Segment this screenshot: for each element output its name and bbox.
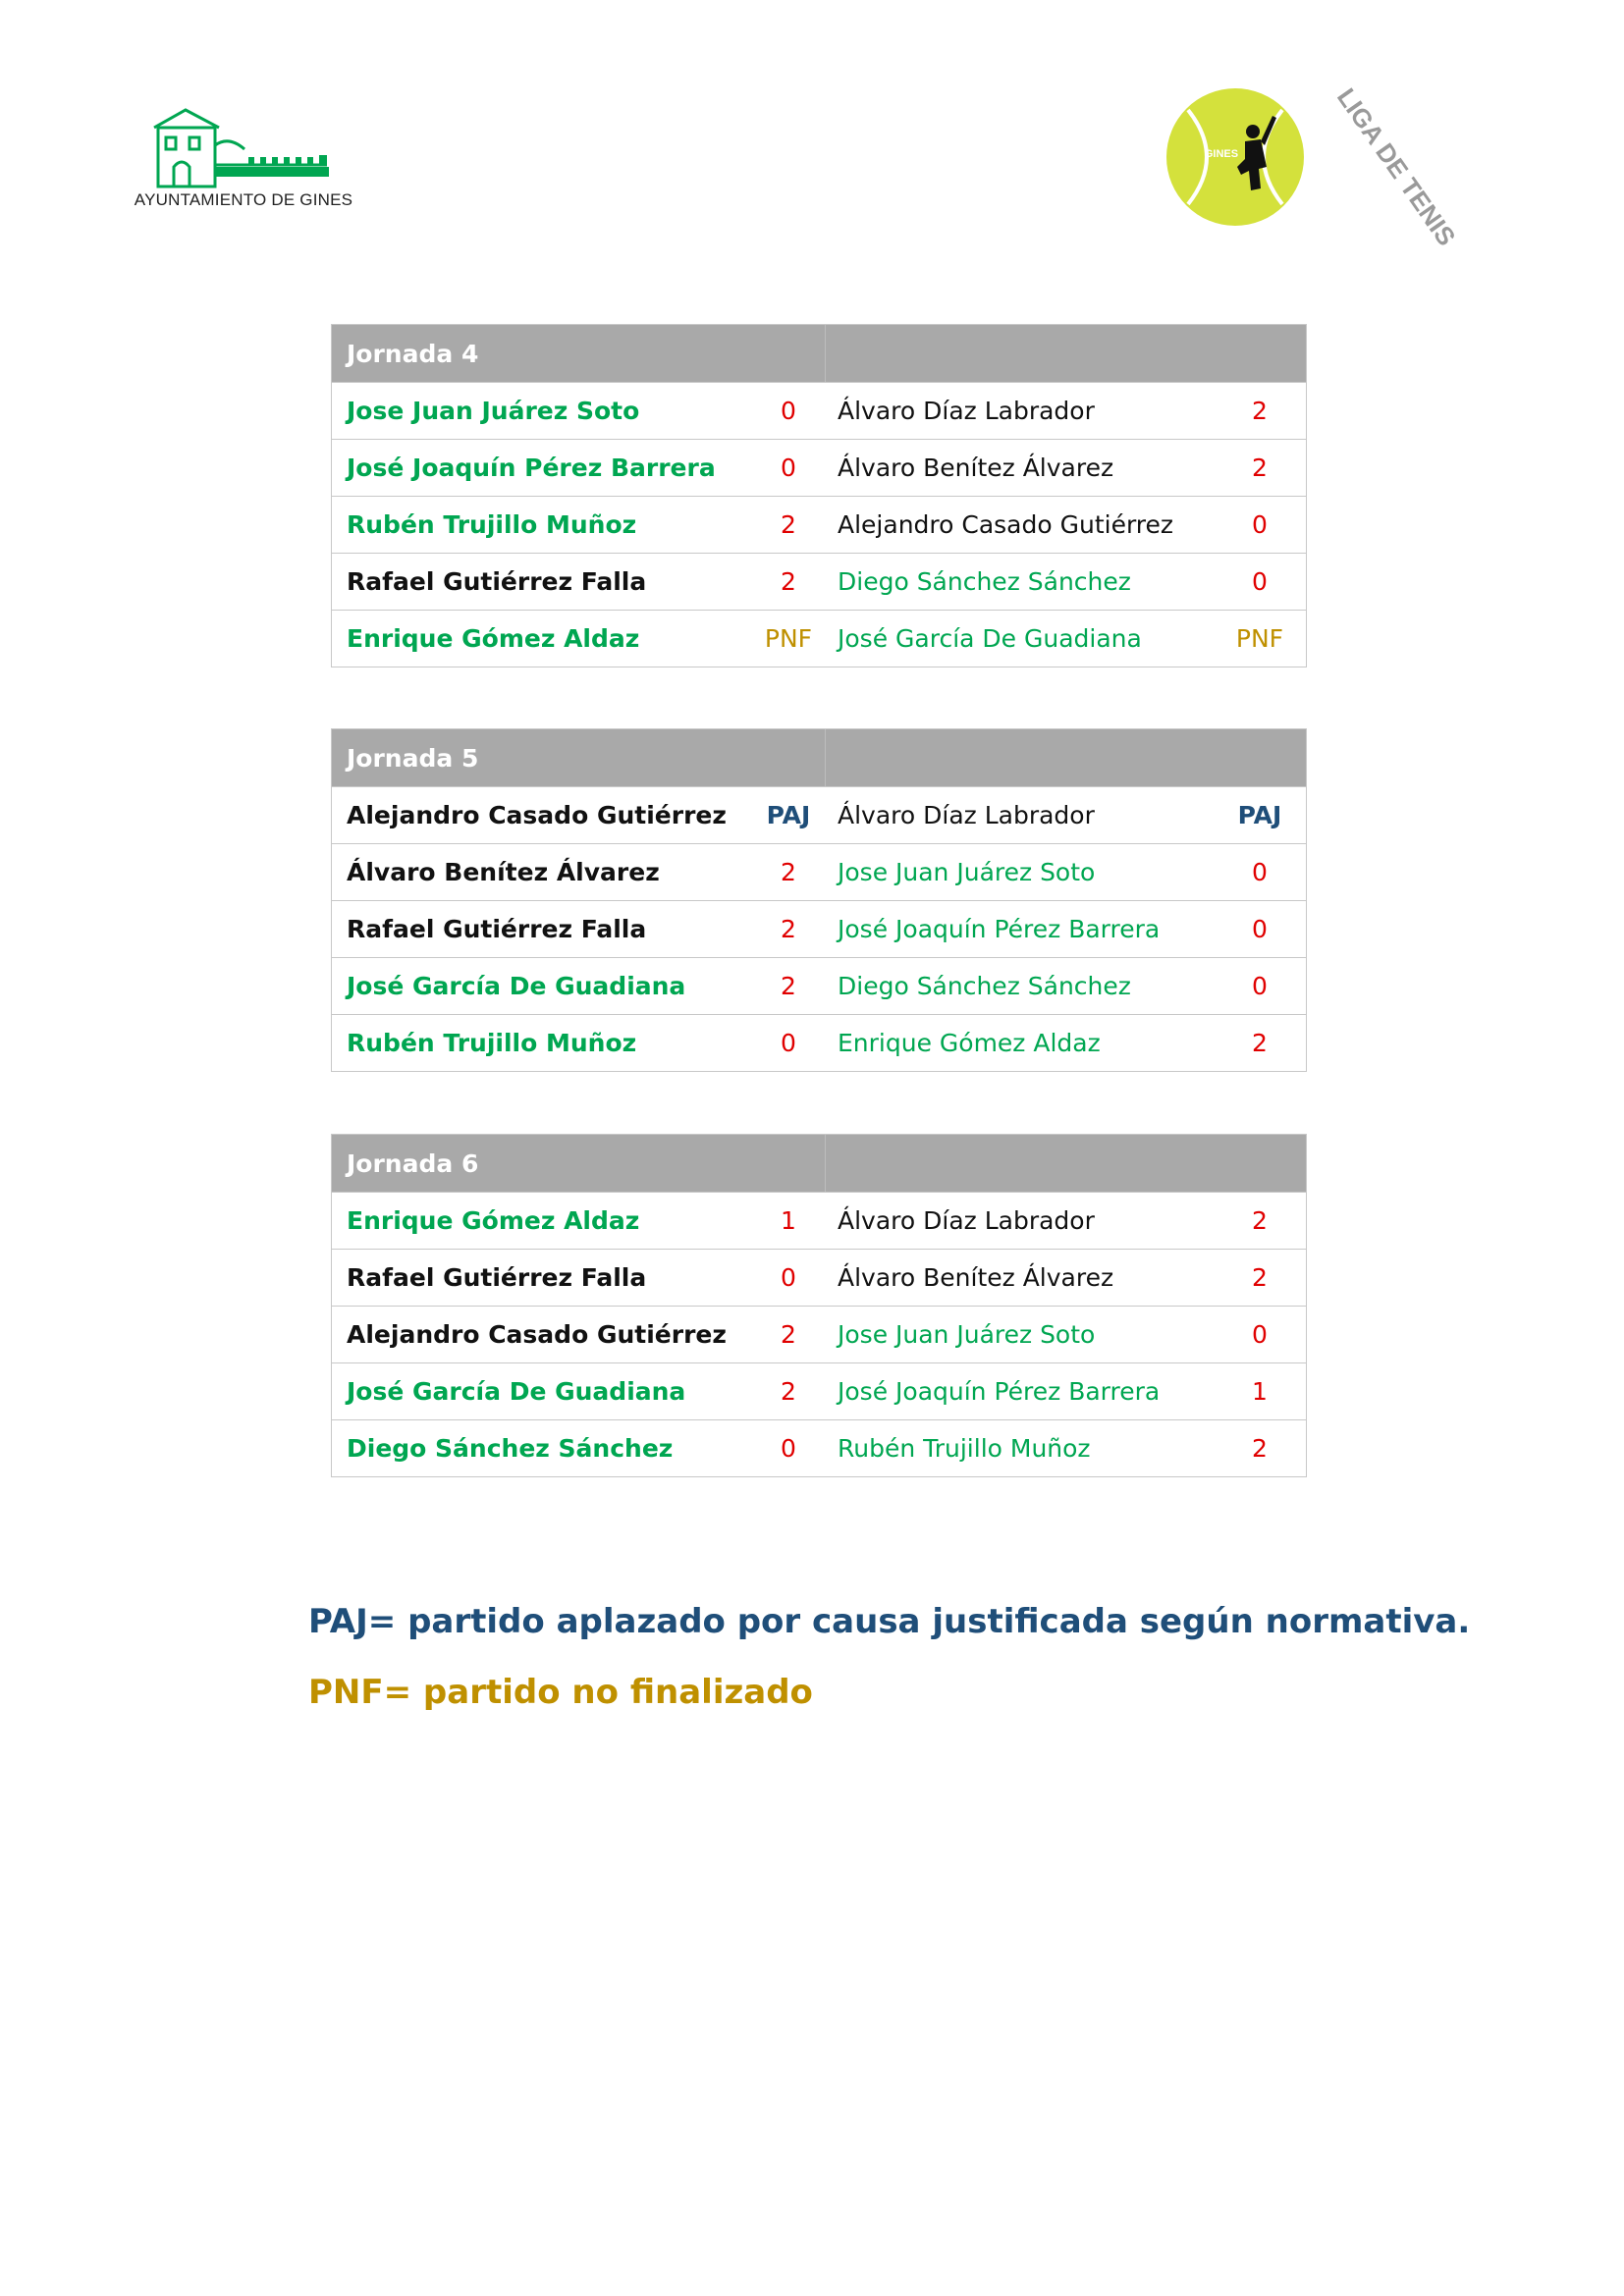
match-row <box>332 1249 1306 1306</box>
player-two-name: José Joaquín Pérez Barrera <box>838 915 1161 943</box>
jornada-table <box>331 324 1307 667</box>
match-row <box>332 900 1306 957</box>
player-two-score: 0 <box>1252 567 1268 596</box>
player-one-score: 0 <box>781 1263 796 1292</box>
player-two-score: 2 <box>1252 397 1268 425</box>
player-one-name: José García De Guadiana <box>347 972 686 1000</box>
match-row <box>332 1014 1306 1071</box>
player-two-score: 2 <box>1252 1434 1268 1463</box>
player-two-name: Jose Juan Juárez Soto <box>838 858 1096 886</box>
match-row <box>332 439 1306 496</box>
player-two-name: Diego Sánchez Sánchez <box>838 567 1131 596</box>
player-one-name: Rafael Gutiérrez Falla <box>347 1263 647 1292</box>
player-one-name: Diego Sánchez Sánchez <box>347 1434 674 1463</box>
match-row <box>332 957 1306 1014</box>
ball-text: GINES <box>1204 148 1239 160</box>
player-two-score: 0 <box>1252 972 1268 1000</box>
town-hall-icon <box>150 106 337 194</box>
match-row <box>332 496 1306 553</box>
liga-text: LIGA DE TENIS <box>1330 82 1462 251</box>
player-one-name: Jose Juan Juárez Soto <box>347 397 640 425</box>
logo-caption: AYUNTAMIENTO DE GINES <box>134 190 353 209</box>
jornada-table <box>331 728 1307 1072</box>
player-two-score: 1 <box>1252 1377 1268 1406</box>
player-two-score: 2 <box>1252 1206 1268 1235</box>
player-one-name: José Joaquín Pérez Barrera <box>347 454 716 482</box>
player-one-score: 0 <box>781 397 796 425</box>
player-two-score: 2 <box>1252 454 1268 482</box>
header-divider <box>825 729 826 786</box>
player-one-score: 0 <box>781 1029 796 1057</box>
player-one-name: Rafael Gutiérrez Falla <box>347 567 647 596</box>
player-two-name: Alejandro Casado Gutiérrez <box>838 510 1174 539</box>
player-two-name: Álvaro Díaz Labrador <box>838 801 1095 829</box>
player-two-score: 0 <box>1252 915 1268 943</box>
player-two-name: Álvaro Díaz Labrador <box>838 397 1095 425</box>
liga-tenis-logo <box>1137 61 1462 251</box>
match-row <box>332 786 1306 843</box>
player-one-name: Rubén Trujillo Muñoz <box>347 1029 637 1057</box>
jornada-title: Jornada 6 <box>347 1149 479 1178</box>
player-two-score: 0 <box>1252 858 1268 886</box>
player-two-score: PAJ <box>1237 801 1282 829</box>
match-row <box>332 1419 1306 1476</box>
player-one-score: 2 <box>781 510 796 539</box>
player-two-name: Rubén Trujillo Muñoz <box>838 1434 1091 1463</box>
header-divider <box>825 1135 826 1192</box>
player-one-name: Rubén Trujillo Muñoz <box>347 510 637 539</box>
player-two-name: José García De Guadiana <box>838 624 1142 653</box>
match-row <box>332 1192 1306 1249</box>
player-one-score: PNF <box>764 624 813 653</box>
player-one-name: Enrique Gómez Aldaz <box>347 624 640 653</box>
match-row <box>332 382 1306 439</box>
player-two-score: 0 <box>1252 510 1268 539</box>
match-row <box>332 553 1306 610</box>
player-two-name: Enrique Gómez Aldaz <box>838 1029 1101 1057</box>
player-two-name: Jose Juan Juárez Soto <box>838 1320 1096 1349</box>
ayuntamiento-logo <box>116 106 371 214</box>
player-one-score: 1 <box>781 1206 796 1235</box>
match-row <box>332 1362 1306 1419</box>
match-row <box>332 1306 1306 1362</box>
player-two-name: Álvaro Díaz Labrador <box>838 1206 1095 1235</box>
player-two-score: PNF <box>1235 624 1284 653</box>
player-one-score: 2 <box>781 567 796 596</box>
player-one-name: Enrique Gómez Aldaz <box>347 1206 640 1235</box>
player-two-name: Álvaro Benítez Álvarez <box>838 1263 1114 1292</box>
jornada-title: Jornada 4 <box>347 340 479 368</box>
player-two-score: 2 <box>1252 1263 1268 1292</box>
player-one-score: 2 <box>781 858 796 886</box>
jornada-header <box>332 1135 1306 1192</box>
player-one-name: Rafael Gutiérrez Falla <box>347 915 647 943</box>
match-row <box>332 610 1306 667</box>
player-two-name: Diego Sánchez Sánchez <box>838 972 1131 1000</box>
player-one-name: Álvaro Benítez Álvarez <box>347 858 660 886</box>
player-two-name: José Joaquín Pérez Barrera <box>838 1377 1161 1406</box>
match-row <box>332 843 1306 900</box>
player-one-score: 0 <box>781 1434 796 1463</box>
player-one-score: 2 <box>781 972 796 1000</box>
legend-pnf: PNF= partido no finalizado <box>308 1673 813 1712</box>
player-one-score: 2 <box>781 1377 796 1406</box>
player-two-name: Álvaro Benítez Álvarez <box>838 454 1114 482</box>
player-one-score: 2 <box>781 915 796 943</box>
player-one-score: 2 <box>781 1320 796 1349</box>
tennis-ball-icon <box>1137 61 1462 251</box>
player-two-score: 0 <box>1252 1320 1268 1349</box>
player-one-name: José García De Guadiana <box>347 1377 686 1406</box>
player-one-name: Alejandro Casado Gutiérrez <box>347 801 727 829</box>
jornada-title: Jornada 5 <box>347 744 479 773</box>
player-one-name: Alejandro Casado Gutiérrez <box>347 1320 727 1349</box>
jornada-table <box>331 1134 1307 1477</box>
jornada-header <box>332 325 1306 382</box>
player-one-score: PAJ <box>766 801 811 829</box>
player-two-score: 2 <box>1252 1029 1268 1057</box>
legend-paj: PAJ= partido aplazado por causa justificada según normativa. <box>308 1602 1471 1641</box>
header-divider <box>825 325 826 382</box>
player-one-score: 0 <box>781 454 796 482</box>
jornada-header <box>332 729 1306 786</box>
